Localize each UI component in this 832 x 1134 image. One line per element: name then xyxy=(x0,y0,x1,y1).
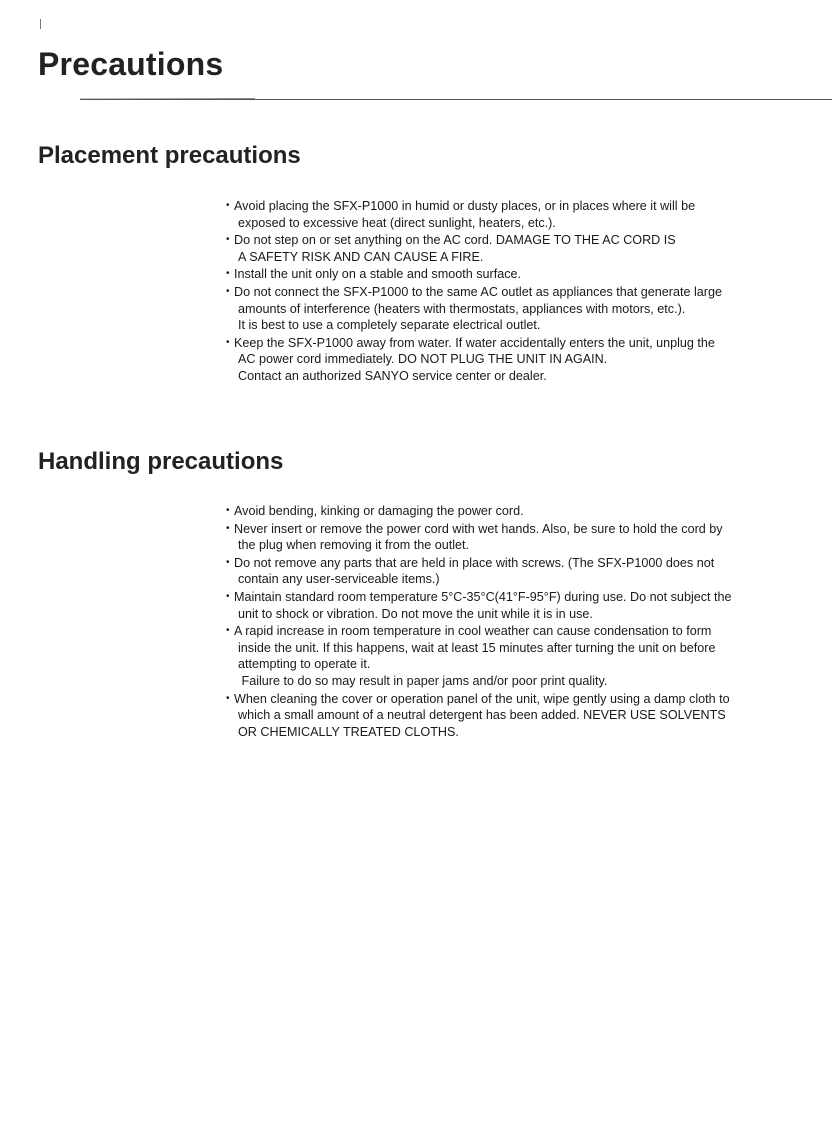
list-item-line: It is best to use a completely separate electrical outlet. xyxy=(238,318,541,333)
title-rule xyxy=(80,99,832,100)
page-title: Precautions xyxy=(38,46,224,82)
placement-item-4 xyxy=(226,284,822,334)
list-item-line: • Maintain standard room temperature 5°C-35°C(41°F-95°F) during use. Do not subject the xyxy=(234,589,732,604)
handling-item-6 xyxy=(226,691,822,741)
list-item-line: the plug when removing it from the outlet. xyxy=(238,538,470,553)
list-item-line: • Keep the SFX-P1000 away from water. If water accidentally enters the unit, unplug the xyxy=(234,335,715,350)
list-item-line: attempting to operate it. xyxy=(238,657,371,672)
list-item-line: contain any user-serviceable items.) xyxy=(238,572,440,587)
stray-mark xyxy=(40,19,41,29)
list-item-line: A SAFETY RISK AND CAN CAUSE A FIRE. xyxy=(238,249,484,264)
list-item-line: • Do not step on or set anything on the AC cord. DAMAGE TO THE AC CORD IS xyxy=(234,233,676,248)
list-item-line: Failure to do so may result in paper jams and/or poor print quality. xyxy=(238,673,608,688)
placement-list xyxy=(226,198,822,386)
placement-heading: Placement precautions xyxy=(38,142,301,169)
list-item-line: exposed to excessive heat (direct sunlight, heaters, etc.). xyxy=(238,215,556,230)
list-item-line: AC power cord immediately. DO NOT PLUG THE UNIT IN AGAIN. xyxy=(238,352,608,367)
handling-item-2 xyxy=(226,521,822,554)
list-item-line: • Install the unit only on a stable and smooth surface. xyxy=(234,267,522,282)
list-item-line: • A rapid increase in room temperature in cool weather can cause condensation to form xyxy=(234,624,712,639)
handling-item-4 xyxy=(226,589,822,622)
placement-item-1 xyxy=(226,198,822,231)
handling-item-3 xyxy=(226,555,822,588)
list-item-line: • Avoid placing the SFX-P1000 in humid or dusty places, or in places where it will be xyxy=(234,199,696,213)
list-item-line: Contact an authorized SANYO service center or dealer. xyxy=(238,368,547,383)
list-item-line: inside the unit. If this happens, wait at least 15 minutes after turning the unit on before xyxy=(238,640,716,655)
list-item-line: which a small amount of a neutral detergent has been added. NEVER USE SOLVENTS xyxy=(238,708,726,723)
list-item-line: unit to shock or vibration. Do not move the unit while it is in use. xyxy=(238,606,593,621)
list-item-line: amounts of interference (heaters with thermostats, appliances with motors, etc.). xyxy=(238,301,686,316)
placement-item-2 xyxy=(226,232,822,265)
list-item-line: • Avoid bending, kinking or damaging the power cord. xyxy=(234,504,524,518)
list-item-line: • Do not remove any parts that are held in place with screws. (The SFX-P1000 does not xyxy=(234,555,715,570)
list-item-line: OR CHEMICALLY TREATED CLOTHS. xyxy=(238,724,459,739)
handling-item-5 xyxy=(226,623,822,689)
list-item-line: • Do not connect the SFX-P1000 to the same AC outlet as appliances that generate large xyxy=(234,284,722,299)
handling-item-1 xyxy=(226,503,822,520)
placement-item-3 xyxy=(226,266,822,283)
list-item-line: • Never insert or remove the power cord with wet hands. Also, be sure to hold the cord by xyxy=(234,521,723,536)
placement-item-5 xyxy=(226,335,822,385)
list-item-line: • When cleaning the cover or operation panel of the unit, wipe gently using a damp cloth to xyxy=(234,691,730,706)
handling-list xyxy=(226,503,822,741)
handling-heading: Handling precautions xyxy=(38,448,284,475)
